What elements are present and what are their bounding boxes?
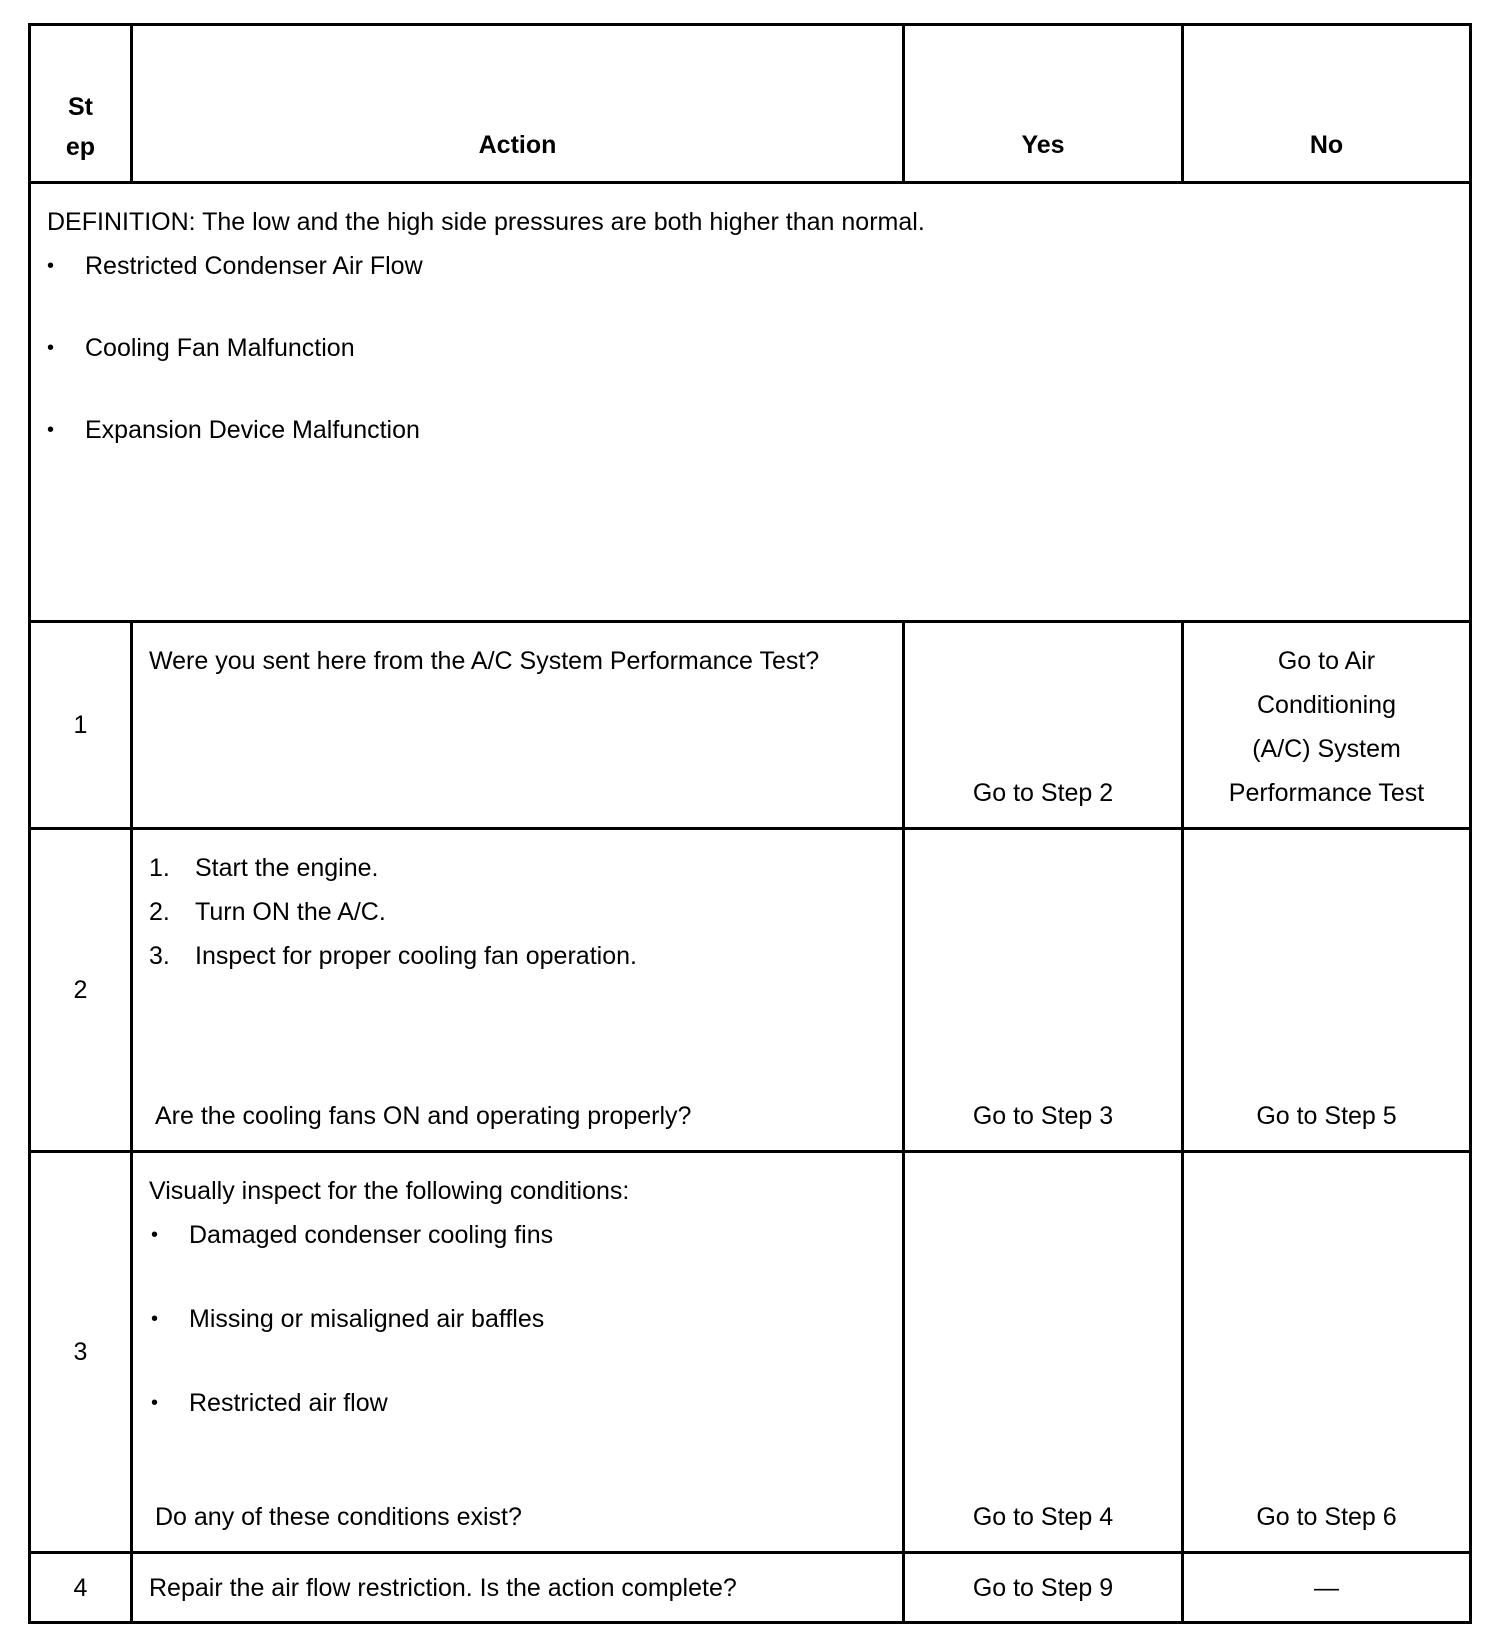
header-row [30,25,1471,183]
definition-text: DEFINITION: The low and the high side pressures are both higher than normal. [47,208,925,236]
bullet-icon: • [151,1392,159,1414]
header-yes: Yes [904,25,1183,183]
bullet-icon: • [151,1308,159,1330]
step-number: 3 [30,1152,132,1553]
list-item: 2. Turn ON the A/C. [149,898,386,926]
step-row-2 [30,829,1471,1152]
question-text: Are the cooling fans ON and operating properly? [155,1102,692,1130]
header-step: St ep [30,25,132,183]
definition-row [30,183,1471,622]
list-item: • Cooling Fan Malfunction [47,326,1469,370]
list-item: • Restricted air flow [149,1381,892,1425]
header-no: No [1183,25,1471,183]
step-number: 2 [30,829,132,1152]
list-item: • Damaged condenser cooling fins [149,1213,892,1257]
definition-cell [30,183,1471,622]
bullet-icon: • [47,255,55,277]
yes-result: Go to Step 2 [904,622,1183,829]
list-item: • Missing or misaligned air baffles [149,1297,892,1341]
action-text: Repair the air flow restriction. Is the action complete? [132,1553,904,1623]
bullet-icon: • [151,1224,159,1246]
yes-result: Go to Step 4 [904,1152,1183,1553]
step-row-3 [30,1152,1471,1553]
bullet-icon: • [47,337,55,359]
action-cell [132,829,904,1152]
diagnostic-table [28,23,1472,1624]
step-row-1 [30,622,1471,829]
step-number: 1 [30,622,132,829]
no-result: Go to Step 5 [1183,829,1471,1152]
step-row-4 [30,1553,1471,1623]
step-number: 4 [30,1553,132,1623]
question-text: Do any of these conditions exist? [155,1503,522,1531]
action-text: Were you sent here from the A/C System Performance Test? [132,622,904,829]
no-result: Go to Air Conditioning (A/C) System Performance Test [1183,622,1471,829]
yes-result: Go to Step 3 [904,829,1183,1152]
action-cell [132,1152,904,1553]
yes-result: Go to Step 9 [904,1553,1183,1623]
list-item: 3. Inspect for proper cooling fan operation. [149,942,637,970]
header-action: Action [132,25,904,183]
intro-text: Visually inspect for the following conditions: [149,1177,630,1205]
list-item: • Expansion Device Malfunction [47,408,1469,452]
no-result: — [1183,1553,1471,1623]
list-item: • Restricted Condenser Air Flow [47,244,1469,288]
bullet-icon: • [47,419,55,441]
no-result: Go to Step 6 [1183,1152,1471,1553]
list-item: 1. Start the engine. [149,854,379,882]
